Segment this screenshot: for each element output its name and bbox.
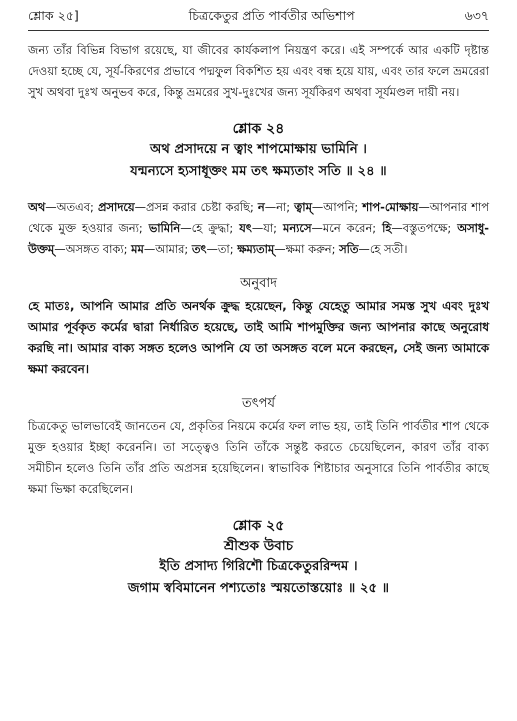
- synonym-entry: প্রসাদয়ে—প্রসন্ন করার চেষ্টা করছি;: [98, 200, 254, 214]
- synonym-word: অথ: [28, 200, 46, 214]
- synonym-word: অসাধু-উক্তম্: [28, 221, 490, 256]
- synonym-meaning: অতএব;: [56, 200, 94, 214]
- verse-24-line-2: যন্মন্যসে হ্যসাধূক্তং মম তৎ ক্ষম্যতাং সতি ॥ ২৪ ॥: [130, 164, 387, 179]
- header-verse-ref: শ্লোক ২৫]: [28, 8, 79, 23]
- synonym-meaning: ক্ষমা করুন;: [285, 242, 336, 256]
- synonym-word: ক্ষম্যতাম্: [237, 242, 275, 256]
- synonym-word: যৎ: [239, 221, 252, 235]
- synonym-word: শাপ-মোক্ষায়: [362, 200, 419, 214]
- running-header: [28, 8, 489, 31]
- word-meanings: [28, 197, 489, 260]
- synonym-entry: ভামিনি—হে ক্রুদ্ধা;: [148, 221, 234, 235]
- synonym-entry: ত্বাম্—আপনি;: [294, 200, 359, 214]
- intro-paragraph: জন্য তাঁর বিভিন্ন বিভাগ রয়েছে, যা জীবের কার্যকলাপ নিয়ন্ত্রণ করে। এই সম্পর্কে আর একটি দৃষ্টান্ত দেওয়া হচ্ছে যে, সূর্য-কিরণের প্রভাবে পদ্মফুল বিকশিত হয় এবং বন্ধ হয়ে যায়, এবং তার ফলে ভ্রমরেরা সুখ অথবা দুঃখ অনুভব করে, কিন্তু ভ্রমরের সুখ-দুঃখের জন্য সূর্যকিরণ অথবা সূর্যমণ্ডল দায়ী নয়।: [28, 43, 489, 99]
- synonym-entry: ন—না;: [257, 200, 291, 214]
- synonym-entry: তৎ—তা;: [191, 242, 234, 256]
- synonym-meaning: আপনি;: [323, 200, 359, 214]
- synonym-meaning: যা;: [263, 221, 277, 235]
- verse-25-number: শ্লোক ২৫: [232, 518, 285, 534]
- synonym-meaning: আমার;: [155, 242, 189, 256]
- translation-heading: অনুবাদ: [240, 276, 277, 291]
- synonym-word: প্রসাদয়ে: [98, 200, 135, 214]
- synonym-entry: অথ—অতএব;: [28, 200, 94, 214]
- synonym-word: ত্বাম্: [294, 200, 312, 214]
- synonym-entry: মন্যসে—মনে করেন;: [283, 221, 377, 235]
- synonym-entry: হি—বস্তুতপক্ষে;: [382, 221, 452, 235]
- synonym-meaning: না;: [276, 200, 291, 214]
- synonym-word: মম: [131, 242, 144, 256]
- purport-heading: তৎপর্য: [241, 396, 275, 411]
- verse-25-speaker: শ্রীশুক উবাচ: [223, 538, 294, 554]
- synonym-word: মন্যসে: [283, 221, 312, 235]
- synonym-entry: মম—আমার;: [131, 242, 189, 256]
- synonym-word: তৎ: [191, 242, 207, 256]
- synonym-meaning: মনে করেন;: [322, 221, 377, 235]
- synonym-meaning: প্রসন্ন করার চেষ্টা করছি;: [146, 200, 254, 214]
- header-chapter-title: চিত্রকেতুর প্রতি পার্বতীর অভিশাপ: [188, 8, 355, 23]
- page-number: ৬৩৭: [464, 8, 489, 23]
- synonym-word: ন: [257, 200, 265, 214]
- synonym-entry: অসাধু-উক্তম্—অসঙ্গত বাক্য;: [28, 221, 490, 256]
- verse-25-line-2: জগাম স্ববিমানেন পশ্যতোঃ স্ময়তোস্তয়োঃ ॥ ২৫ ॥: [127, 581, 390, 596]
- synonym-entry: সতি—হে সতী।: [339, 242, 408, 256]
- synonym-meaning: বস্তুতপক্ষে;: [402, 221, 452, 235]
- synonym-meaning: আপনার শাপ থেকে মুক্ত হওয়ার জন্য;: [28, 200, 489, 235]
- synonym-meaning: তা;: [217, 242, 234, 256]
- synonym-word: হি: [382, 221, 392, 235]
- verse-25-line-1: ইতি প্রসাদ্য গিরিশৌ চিত্রকেতুররিন্দম ।: [159, 559, 358, 574]
- verse-24-line-1: অথ প্রসাদয়ে ন ত্বাং শাপমোক্ষায় ভামিনি ।: [149, 142, 368, 157]
- synonym-meaning: হে সতী।: [369, 242, 408, 256]
- verse-24-number: শ্লোক ২৪: [232, 121, 285, 137]
- synonym-entry: শাপ-মোক্ষায়—আপনার শাপ থেকে মুক্ত হওয়ার জন্য;: [28, 200, 489, 235]
- synonym-word: সতি: [339, 242, 359, 256]
- synonym-word: ভামিনি: [148, 221, 181, 235]
- purport-text: চিত্রকেতু ভালভাবেই জানতেন যে, প্রকৃতির নিয়মে কর্মের ফল লাভ হয়, তাই তিনি পার্বতীর শাপ থেকে মুক্ত হওয়ার ইচ্ছা করেননি। তা সত্ত্বেও তিনি তাঁকে সন্তুষ্ট করতে চেয়েছিলেন, কারণ তাঁর বাক্য সমীচীন হলেও তিনি তাঁর প্রতি অপ্রসন্ন হয়েছিলেন। স্বাভাবিক শিষ্টাচার অনুসারে তিনি পার্বতীর কাছে ক্ষমা ভিক্ষা করেছিলেন।: [28, 419, 489, 496]
- translation-text: হে মাতঃ, আপনি আমার প্রতি অনর্থক ক্রুদ্ধ হয়েছেন, কিন্তু যেহেতু আমার সমস্ত সুখ এবং দুঃখ আমার পূর্বকৃত কর্মের দ্বারা নির্ধারিত হয়েছে, তাই আমি শাপমুক্তির জন্য আপনার কাছে অনুরোধ করছি না। আমার বাক্য সঙ্গত হলেও আপনি যে তা অসঙ্গত বলে মনে করছেন, সেই জন্য আমাকে ক্ষমা করবেন।: [28, 299, 489, 376]
- synonym-meaning: অসঙ্গত বাক্য;: [65, 242, 128, 256]
- synonym-entry: যৎ—যা;: [239, 221, 277, 235]
- synonym-meaning: হে ক্রুদ্ধা;: [191, 221, 234, 235]
- synonym-entry: ক্ষম্যতাম্—ক্ষমা করুন;: [237, 242, 336, 256]
